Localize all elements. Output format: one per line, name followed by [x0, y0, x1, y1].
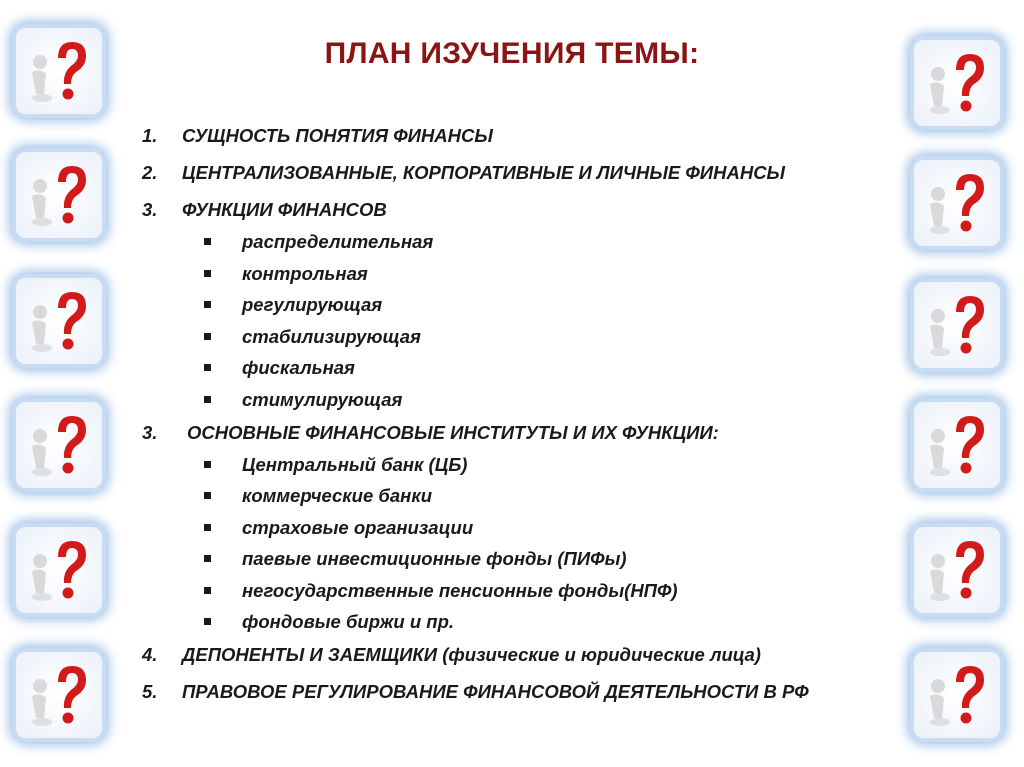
list-item — [140, 421, 900, 635]
bullet-icon — [204, 492, 211, 499]
sub-item — [140, 579, 900, 603]
page-title: ПЛАН ИЗУЧЕНИЯ ТЕМЫ: — [324, 37, 700, 70]
item-number: 3. — [142, 199, 158, 220]
bullet-icon — [204, 524, 211, 531]
item-text: СУЩНОСТЬ ПОНЯТИЯ ФИНАНСЫ — [182, 125, 493, 146]
sub-item — [140, 484, 900, 508]
sub-item — [140, 293, 900, 317]
sub-item-text: негосударственные пенсионные фонды(НПФ) — [242, 579, 678, 601]
question-mark-figure-icon — [914, 527, 1000, 613]
item-number: 4. — [142, 644, 158, 665]
question-mark-figure-icon — [16, 152, 102, 238]
bullet-icon — [204, 270, 211, 277]
list-item — [140, 161, 900, 185]
bullet-icon — [204, 618, 211, 625]
sub-item — [140, 547, 900, 571]
sub-item — [140, 388, 900, 412]
item-number: 1. — [142, 125, 158, 146]
question-mark-figure-icon — [16, 278, 102, 364]
left-icon-column — [0, 0, 110, 767]
sub-list-finance-functions — [182, 230, 900, 412]
bullet-icon — [204, 555, 211, 562]
question-mark-figure-icon — [16, 652, 102, 738]
sub-item-text: распределительная — [242, 231, 434, 252]
item-text: ЦЕНТРАЛИЗОВАННЫЕ, КОРПОРАТИВНЫЕ И ЛИЧНЫЕ ФИНАНСЫ — [182, 162, 786, 183]
sub-item-text: стабилизирующая — [242, 325, 421, 347]
sub-item — [140, 453, 900, 477]
item-number: 5. — [142, 681, 158, 702]
question-mark-figure-icon — [914, 402, 1000, 488]
sub-item-text: фондовые биржи и пр. — [242, 611, 455, 632]
list-item — [140, 198, 900, 412]
question-mark-figure-icon — [16, 527, 102, 613]
question-mark-figure-icon — [914, 282, 1000, 368]
sub-item-text: Центральный банк (ЦБ) — [242, 453, 468, 475]
item-text: ОСНОВНЫЕ ФИНАНСОВЫЕ ИНСТИТУТЫ И ИХ ФУНКЦИИ: — [187, 421, 719, 443]
sub-item-text: паевые инвестиционные фонды (ПИФы) — [242, 548, 627, 569]
sub-item — [140, 230, 900, 254]
sub-item — [140, 356, 900, 380]
item-text: ПРАВОВОЕ РЕГУЛИРОВАНИЕ ФИНАНСОВОЙ ДЕЯТЕЛЬНОСТИ В РФ — [182, 681, 809, 702]
bullet-icon — [204, 333, 211, 340]
question-mark-figure-icon — [16, 402, 102, 488]
bullet-icon — [204, 461, 211, 468]
right-icon-column — [904, 0, 1014, 767]
sub-item-text: фискальная — [242, 357, 355, 378]
sub-item — [140, 516, 900, 540]
sub-item-text: стимулирующая — [242, 388, 403, 410]
item-text: ФУНКЦИИ ФИНАНСОВ — [182, 199, 387, 220]
topic-plan-list — [140, 124, 900, 717]
sub-item-text: регулирующая — [242, 294, 383, 315]
sub-item-text: контрольная — [242, 262, 368, 284]
list-item — [140, 680, 900, 704]
bullet-icon — [204, 238, 211, 245]
list-item — [140, 124, 900, 148]
sub-list-financial-institutions — [187, 453, 900, 635]
bullet-icon — [204, 364, 211, 371]
question-mark-figure-icon — [914, 160, 1000, 246]
item-text: ДЕПОНЕНТЫ И ЗАЕМЩИКИ (физические и юридические лица) — [182, 644, 761, 665]
item-number: 3. — [142, 421, 158, 443]
sub-item — [140, 610, 900, 634]
sub-item — [140, 262, 900, 286]
sub-item-text: страховые организации — [242, 516, 474, 538]
sub-item — [140, 325, 900, 349]
item-number: 2. — [142, 162, 158, 183]
bullet-icon — [204, 396, 211, 403]
sub-item-text: коммерческие банки — [242, 485, 433, 506]
list-item — [140, 643, 900, 667]
question-mark-figure-icon — [914, 652, 1000, 738]
bullet-icon — [204, 301, 211, 308]
bullet-icon — [204, 587, 211, 594]
